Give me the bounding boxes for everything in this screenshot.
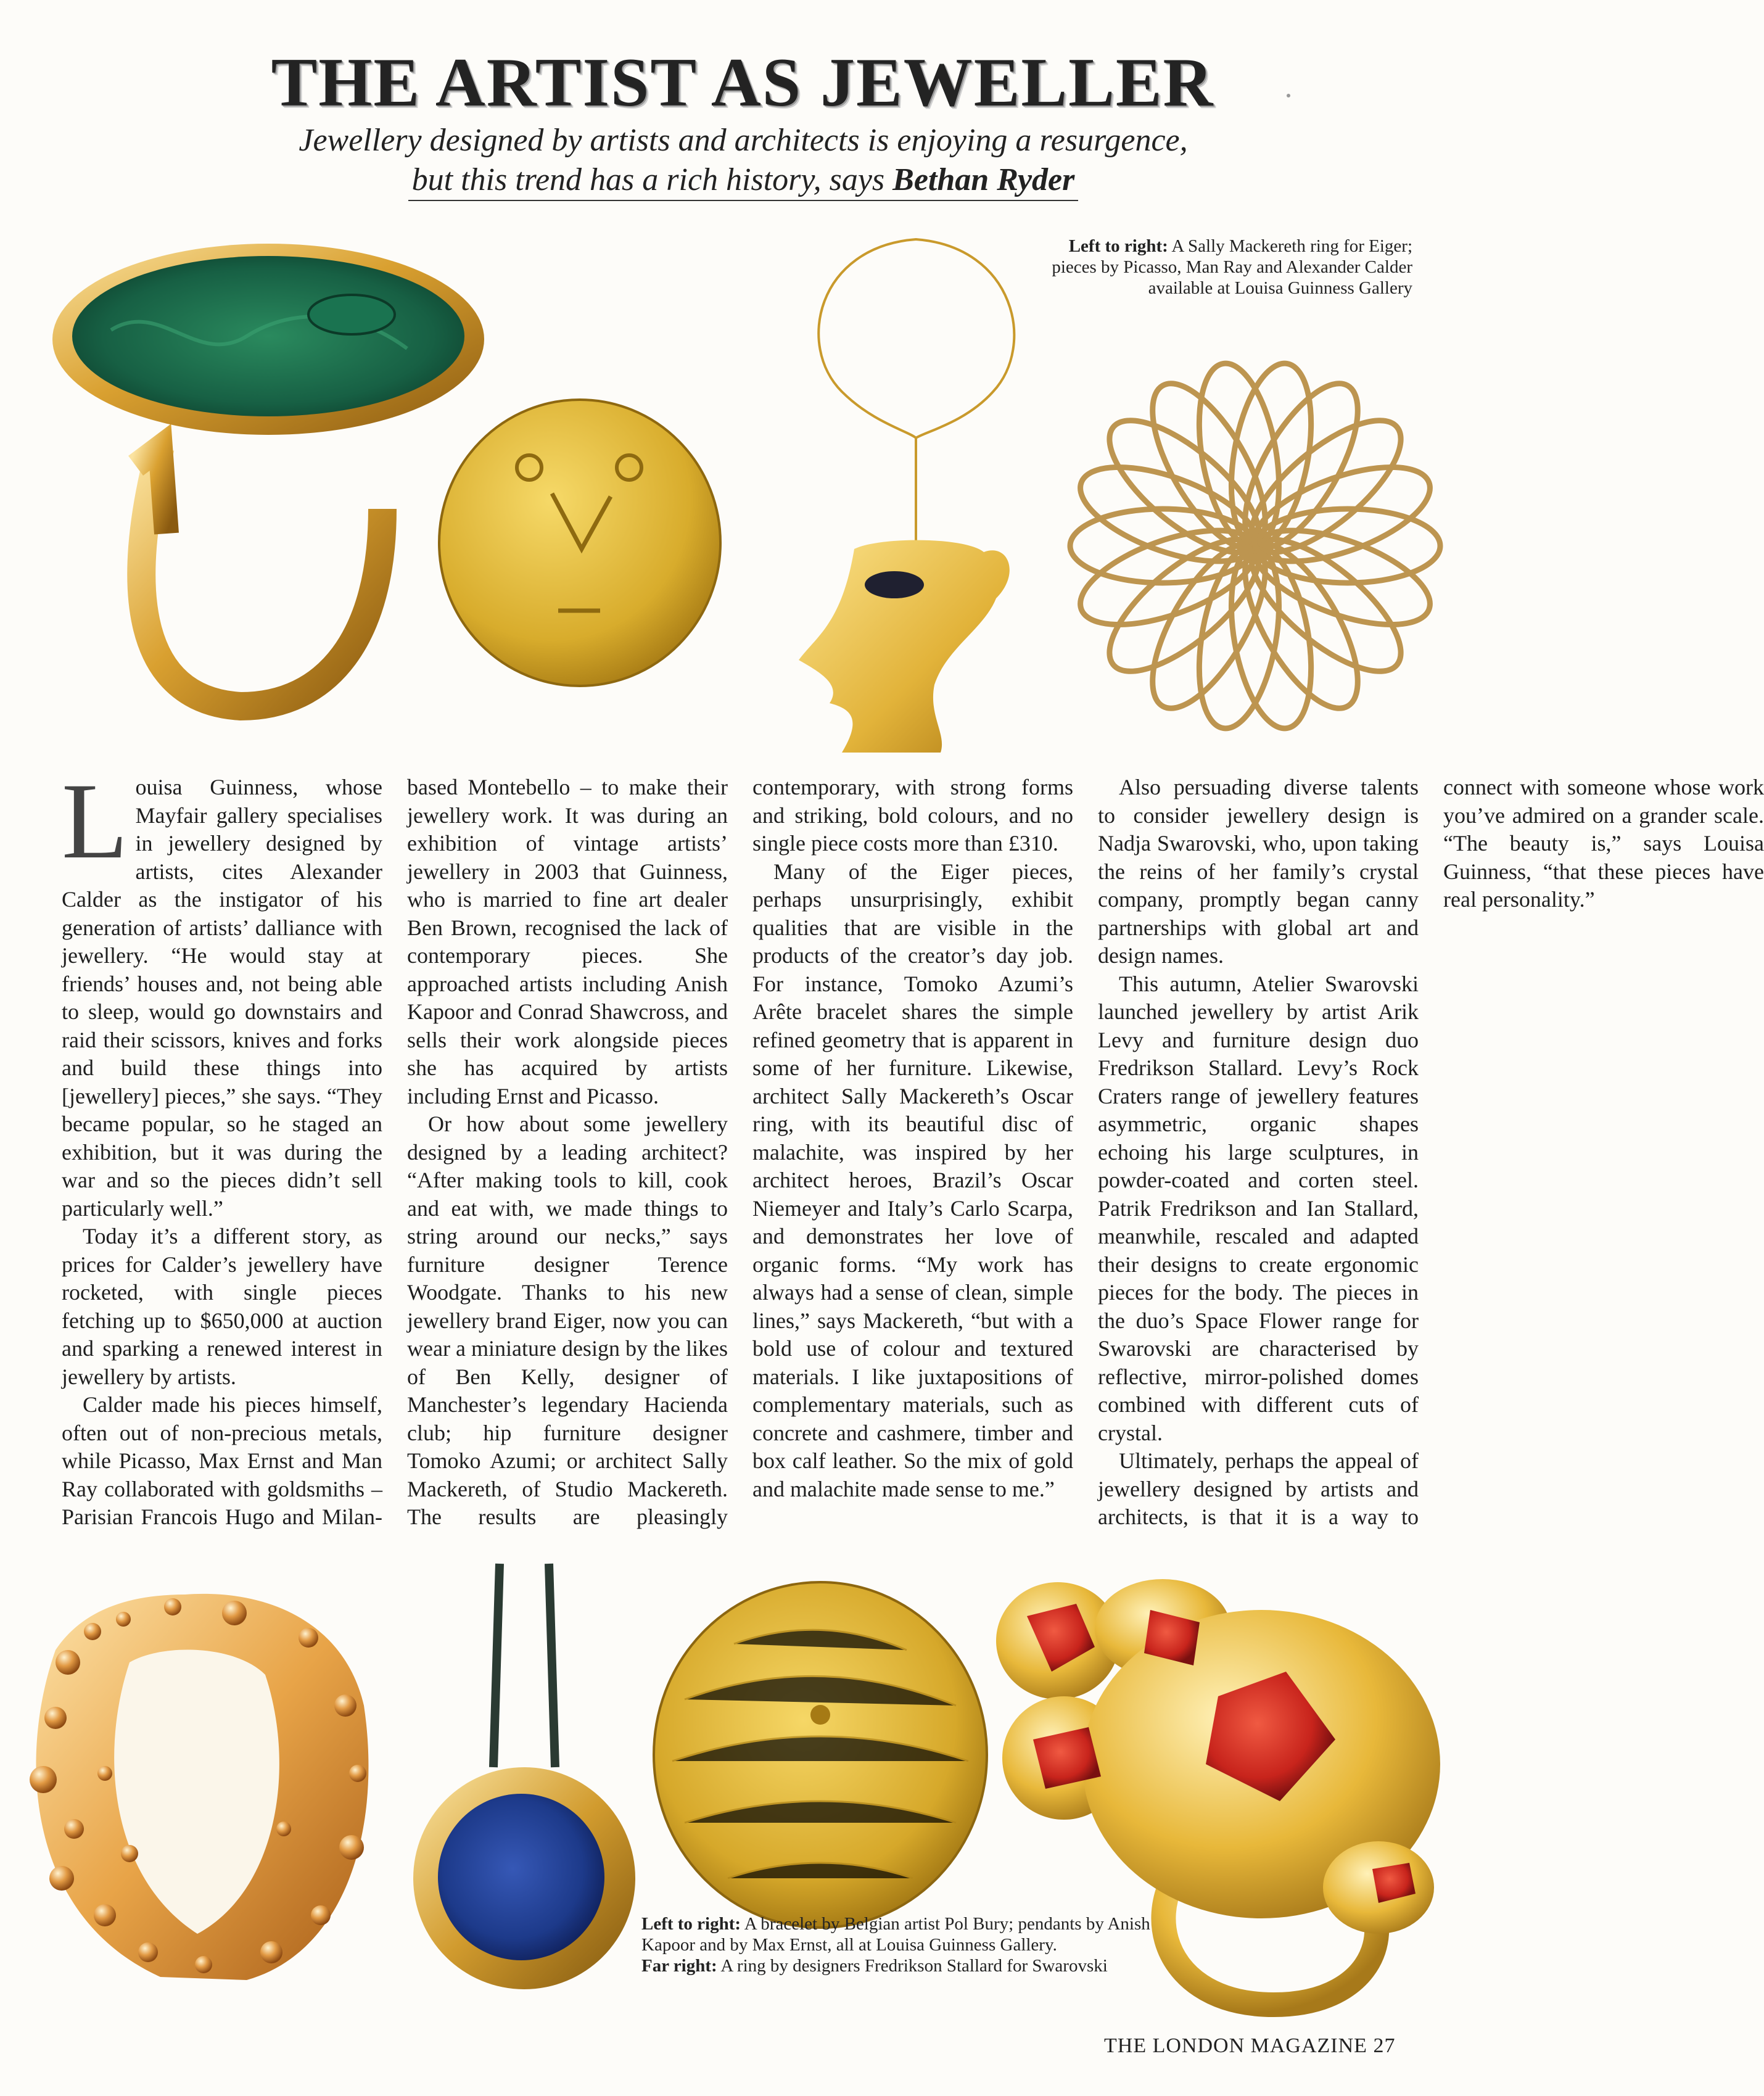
bottom-caption-lead: Left to right:: [641, 1914, 741, 1934]
man-ray-profile-necklace-photo: [762, 228, 1070, 771]
page-footer: [1104, 2034, 1395, 2058]
top-caption-text: A Sally Mackereth ring for Eiger; pieces by Picasso, Man Ray and Alexander Calder available at Louisa Guinness Gallery: [1052, 236, 1412, 298]
article-paragraph-3: Calder made his pieces himself, often out of non-precious metals, while Picasso, Max Ernst and Man Ray collaborated with goldsmiths – Parisian Francois Hugo and Milan-based Montebello – to make their jewellery work. It was during an exhibition of vintage artists’ jewellery in 2003 that Guinness, who is married to fine art dealer Ben Brown, recognised the lack of contemporary pieces. She approached artists including Anish Kapoor and Conrad Shawcross, and sells their work alongside pieces she has acquired by artists including Ernst and Picasso.: [62, 775, 728, 1529]
byline: Bethan Ryder: [892, 162, 1075, 197]
article-paragraph-1: [62, 761, 382, 1223]
article-paragraph-7: This autumn, Atelier Swarovski launched jewellery by artist Arik Levy and furniture design duo Fredrikson Stallard. Levy’s Rock Craters range of jewellery features asymmetric, organic shapes echoing his large sculptures, in powder-coated and corten steel. Patrik Fredrikson and Ian Stallard, meanwhile, rescaled and adapted their designs to create ergonomic pieces for the body. The pieces in the duo’s Space Flower range for Swarovski are characterised by reflective, mirror-polished domes combined with different cuts of crystal.: [1098, 971, 1419, 1445]
article-paragraph-4: Or how about some jewellery designed by a leading architect? “After making tools to kill, cook and eat with, we made things to string around our necks,” says furniture designer Terence Woodgate. Thanks to his new jewellery brand Eiger, now you can wear a miniature design by the likes of Ben Kelly, designer of Manchester’s legendary Hacienda club; hip furniture designer Tomoko Azumi; or architect Sally Mackereth, of Studio Mackereth. The results are pleasingly contemporary, with strong forms and striking, bold colours, and no single piece costs more than £310.: [407, 775, 1073, 1529]
top-photo-caption: [1049, 236, 1412, 299]
bottom-caption-line-1: [641, 1913, 1172, 1955]
headline: THE ARTIST AS JEWELLER: [271, 44, 1214, 121]
bottom-caption-text: A bracelet by Belgian artist Pol Bury; pendants by Anish Kapoor and by Max Ernst, all at Louisa Guinness Gallery.: [641, 1914, 1150, 1955]
article-paragraph-5: Many of the Eiger pieces, perhaps unsurprisingly, exhibit qualities that are visible in the products of the creator’s day job. For instance, Tomoko Azumi’s Arête bracelet shares the simple refined geometry that is apparent in some of her furniture. Likewise, architect Sally Mackereth’s Oscar ring, with its beautiful disc of malachite, was inspired by her architect heroes, Brazil’s Oscar Niemeyer and Italy’s Carlo Scarpa, and demonstrates her love of organic forms. “My work has always had a sense of clean, simple lines,” says Mackereth, “but with a bold use of colour and textured materials. I like juxtapositions of complementary materials, such as concrete and cashmere, timber and box calf leather. So the mix of gold and malachite made sense to me.”: [752, 859, 1073, 1501]
article-paragraph-2: Today it’s a different story, as prices for Calder’s jewellery have rocketed, with single pieces fetching up to $650,000 at auction and sparking a renewed interest in jewellery by artists.: [62, 1224, 382, 1389]
calder-loop-brooch-photo: [1055, 361, 1456, 731]
standfirst-line-1: Jewellery designed by artists and architects is enjoying a resurgence,: [299, 123, 1188, 158]
drop-cap: L: [62, 761, 128, 881]
bottom-caption-lead-2: Far right:: [641, 1956, 717, 1976]
bottom-photo-caption: [641, 1913, 1172, 1976]
standfirst-line-2: [408, 162, 1079, 201]
bottom-caption-line-2: [641, 1955, 1172, 1976]
top-caption-lead: Left to right:: [1068, 236, 1168, 256]
pol-bury-bracelet-photo: [0, 1570, 407, 1995]
standfirst-line-2-text: but this trend has a rich history, says: [411, 162, 893, 197]
article-paragraph-1-text: ouisa Guinness, whose Mayfair gallery specialises in jewellery designed by artists, cites Alexander Calder as the instigator of his generation of artists’ dalliance with jewellery. “He would stay at friends’ houses and, not being able to sleep, would go downstairs and raid their scissors, knives and forks and build these things into [jewellery] pieces,” she says. “They became popular, so he staged an exhibition, but it was during the war and so the pieces didn’t sell particularly well.”: [62, 775, 382, 1221]
kapoor-pendant-photo: [407, 1564, 641, 2008]
ernst-pendant-photo: [648, 1576, 993, 1934]
magazine-name: THE LONDON MAGAZINE: [1104, 2034, 1367, 2057]
standfirst: [185, 121, 1301, 200]
page-number: 27: [1373, 2034, 1396, 2057]
bottom-caption-text-2: A ring by designers Fredrikson Stallard for Swarovski: [717, 1956, 1108, 1976]
print-speck: [1287, 94, 1290, 97]
article-paragraph-6: Also persuading diverse talents to consider jewellery design is Nadja Swarovski, who, upon taking the reins of her family’s crystal company, promptly began canny partnerships with global art and design names.: [1098, 775, 1419, 968]
malachite-ring-photo: [37, 244, 481, 719]
picasso-face-pendant-photo: [435, 395, 725, 691]
article-body: [62, 761, 1764, 1545]
article-paragraph-8: Ultimately, perhaps the appeal of jewellery designed by artists and architects, is that it is a way to connect with someone whose work you’ve admired on a grander scale. “The beauty is,” says Louisa Guinness, “that these pieces have real personality.”: [1098, 775, 1764, 1529]
